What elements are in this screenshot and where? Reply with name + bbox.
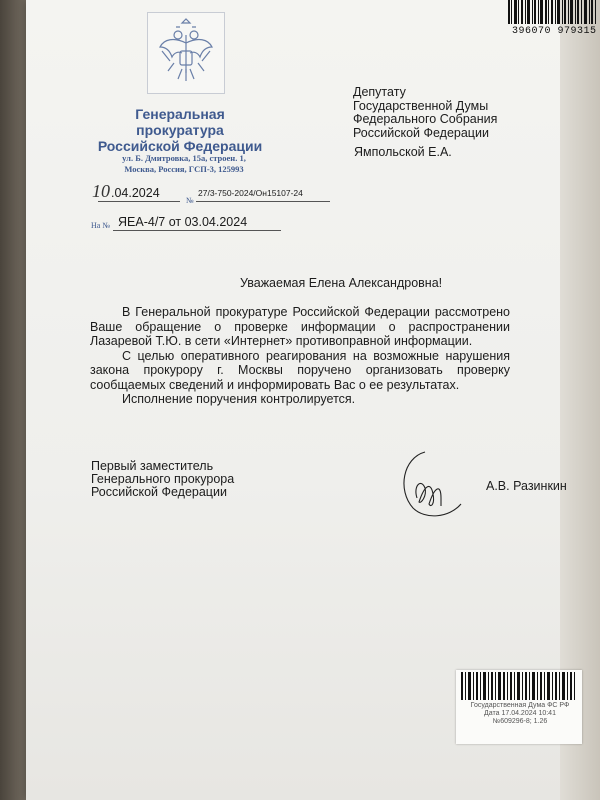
outgoing-number: 27/3-750-2024/Он15107-24: [198, 188, 303, 198]
paragraph-3: Исполнение поручения контролируется.: [122, 392, 356, 406]
signer-name: А.В. Разинкин: [486, 479, 567, 493]
organization-name-line2: Российской Федерации: [97, 138, 263, 154]
organization-name: [90, 106, 270, 154]
letter-body: [90, 305, 510, 407]
addressee-line4: Российской Федерации: [353, 125, 489, 140]
organization-address-line2: Москва, Россия, ГСП-3, 125993: [124, 164, 244, 174]
reply-to-label: На №: [91, 221, 110, 230]
organization-name-line1: Генеральная прокуратура: [135, 106, 225, 138]
double-headed-eagle-icon: [148, 13, 224, 93]
signer-title-line3: Российской Федерации: [91, 485, 227, 499]
addressee-block: [353, 86, 553, 140]
document-date: .04.2024: [111, 186, 160, 200]
addressee-name: Ямпольской Е.А.: [354, 145, 452, 159]
number-underline: [196, 201, 330, 202]
sticker-line1: Государственная Дума ФС РФ: [470, 702, 570, 709]
handwritten-day: 10: [92, 181, 110, 201]
sticker-line2: Дата 17.04.2024 10:41: [484, 710, 556, 717]
barcode-number: 396070 979315: [512, 26, 597, 37]
signer-title-line2: Генерального прокурора: [91, 472, 235, 486]
reply-to-value: ЯЕА-4/7 от 03.04.2024: [118, 215, 248, 229]
sticker-barcode-icon: [459, 672, 579, 702]
addressee-line1: Депутату: [353, 85, 406, 99]
addressee-line3: Федерального Собрания: [353, 112, 498, 126]
addressee-line2: Государственной Думы: [353, 98, 489, 113]
emblem-frame: [147, 12, 225, 94]
sticker-text: [460, 702, 580, 726]
number-sign: №: [186, 196, 194, 205]
barcode-icon: [507, 0, 597, 24]
paragraph-1: В Генеральной прокуратуре Российской Федерации рассмотрено Ваше обращение о проверке информации о распространении Лазаревой Т.Ю. в сети «Интернет» противоправной информации.: [90, 305, 510, 348]
salutation: Уважаемая Елена Александровна!: [240, 276, 443, 290]
signer-title: [91, 460, 271, 499]
sticker-line3: №609296-8; 1.26: [492, 718, 548, 725]
signature-icon: [395, 444, 475, 524]
date-underline: [98, 201, 180, 202]
paragraph-2: С целью оперативного реагирования на возможные нарушения закона прокурору г. Москвы поручено организовать проверку сообщаемых сведений и информировать Вас о ее результатах.: [90, 348, 510, 392]
organization-address-line1: ул. Б. Дмитровка, 15а, строен. 1,: [122, 153, 246, 163]
signer-title-line1: Первый заместитель: [91, 459, 214, 473]
reply-to-underline: [113, 230, 281, 231]
organization-address: [100, 153, 268, 175]
